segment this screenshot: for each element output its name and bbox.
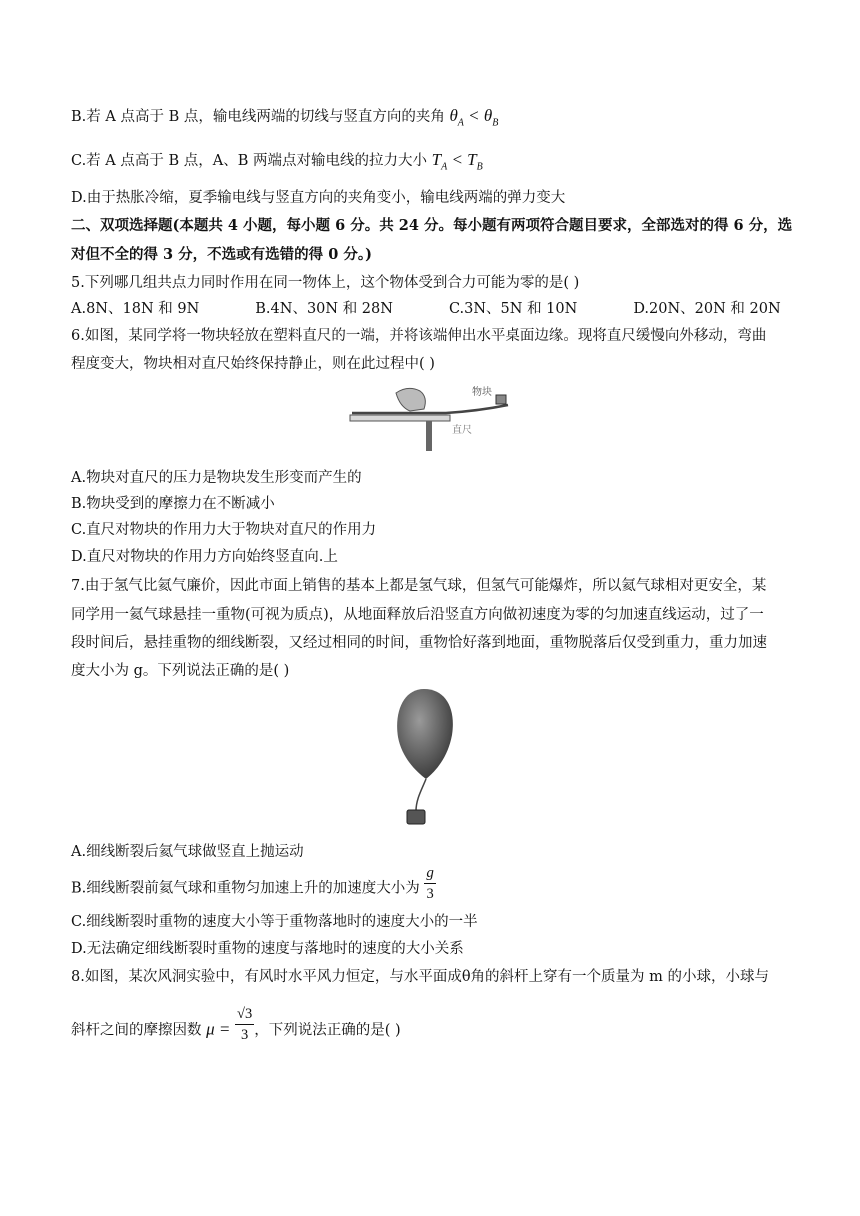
q6-option-c: C.直尺对物块的作用力大于物块对直尺的作用力 xyxy=(71,522,377,538)
figure-label-ruler: 直尺 xyxy=(452,425,472,436)
fraction-denominator: 3 xyxy=(240,1027,249,1043)
q6-stem-line2: 程度变大，物块相对直尺始终保持静止，则在此过程中( ) xyxy=(71,356,435,372)
q7-stem-line3: 段时间后，悬挂重物的细线断裂，又经过相同的时间，重物恰好落到地面，重物脱落后仅受到重力，重力加速 xyxy=(71,635,767,651)
q7-stem-line2: 同学用一氦气球悬挂一重物(可视为质点)，从地面释放后沿竖直方向做初速度为零的匀加速直线运动，过了一 xyxy=(71,607,764,623)
q4-option-c-text: C.若 A 点高于 B 点，A、B 两端点对输电线的拉力大小 xyxy=(71,153,427,169)
weight-shape xyxy=(407,810,425,824)
q8-mu-symbol: μ = xyxy=(206,1019,231,1039)
q7-option-d: D.无法确定细线断裂时重物的速度与落地时的速度的大小关系 xyxy=(71,941,464,957)
ruler-block-figure xyxy=(348,383,516,453)
block-shape xyxy=(496,395,506,404)
q8-mu-fraction xyxy=(235,1004,254,1045)
hand-shape xyxy=(396,388,425,411)
figure-label-block: 物块 xyxy=(472,387,492,398)
balloon-shape xyxy=(397,689,453,779)
q8-stem-line1: 8.如图，某次风洞实验中，有风时水平风力恒定，与水平面成θ角的斜杆上穿有一个质量为 m 的小球，小球与 xyxy=(71,969,770,985)
table-top xyxy=(350,415,450,421)
q8-stem-line2 xyxy=(71,1006,401,1045)
q6-option-b: B.物块受到的摩擦力在不断减小 xyxy=(71,496,275,512)
q4-option-d: D.由于热胀冷缩，夏季输电线与竖直方向的夹角变小，输电线两端的弹力变大 xyxy=(71,190,566,206)
balloon-string xyxy=(416,779,426,811)
q8-stem-suffix: ，下列说法正确的是( ) xyxy=(254,1022,401,1039)
q5-option-a: A.8N、18N 和 9N xyxy=(71,301,200,317)
fraction-denominator: 3 xyxy=(426,886,434,902)
q5-option-d: D.20N、20N 和 20N xyxy=(633,301,781,317)
q4-option-b-math: $\theta_A < \theta_B$ xyxy=(449,106,499,129)
q7-option-a: A.细线断裂后氦气球做竖直上抛运动 xyxy=(71,844,304,860)
q7-option-c: C.细线断裂时重物的速度大小等于重物落地时的速度大小的一半 xyxy=(71,914,478,930)
q7-option-b xyxy=(71,865,436,904)
balloon-figure xyxy=(390,685,460,830)
q5-option-b: B.4N、30N 和 28N xyxy=(255,301,393,317)
section2-heading-line2: 对但不全的得 3 分，不选或有选错的得 0 分。) xyxy=(71,246,372,263)
q4-option-b-text: B.若 A 点高于 B 点，输电线两端的切线与竖直方向的夹角 xyxy=(71,109,445,125)
q7-option-b-fraction xyxy=(424,863,436,904)
q8-stem-text: 斜杆之间的摩擦因数 xyxy=(71,1022,202,1039)
fraction-numerator: g xyxy=(424,863,436,884)
q4-option-c-math: $T_A < T_B$ xyxy=(431,150,483,173)
fraction-numerator: √3 xyxy=(235,1004,254,1025)
q6-stem-line1: 6.如图，某同学将一物块轻放在塑料直尺的一端，并将该端伸出水平桌面边缘。现将直尺缓慢向外移动，弯曲 xyxy=(71,328,767,344)
q7-stem-line4: 度大小为 g。下列说法正确的是( ) xyxy=(71,663,290,679)
q6-option-a: A.物块对直尺的压力是物块发生形变而产生的 xyxy=(71,470,362,486)
section2-heading-line1: 二、双项选择题(本题共 4 小题，每小题 6 分。共 24 分。每小题有两项符合题目要求，全部选对的得 6 分，选 xyxy=(71,217,793,234)
q5-option-c: C.3N、5N 和 10N xyxy=(448,301,578,317)
table-leg xyxy=(426,421,432,451)
ruler xyxy=(352,405,508,413)
q4-option-b xyxy=(71,106,498,133)
q4-option-c xyxy=(71,150,483,177)
q5-options xyxy=(71,299,781,319)
q5-stem: 5.下列哪几组共点力同时作用在同一物体上，这个物体受到合力可能为零的是( ) xyxy=(71,275,580,291)
q7-option-b-text: B.细线断裂前氦气球和重物匀加速上升的加速度大小为 xyxy=(71,880,420,897)
q7-stem-line1: 7.由于氢气比氦气廉价，因此市面上销售的基本上都是氢气球，但氢气可能爆炸，所以氦气球相对更安全，某 xyxy=(71,578,767,594)
q6-option-d: D.直尺对物块的作用力方向始终竖直向.上 xyxy=(71,549,338,565)
